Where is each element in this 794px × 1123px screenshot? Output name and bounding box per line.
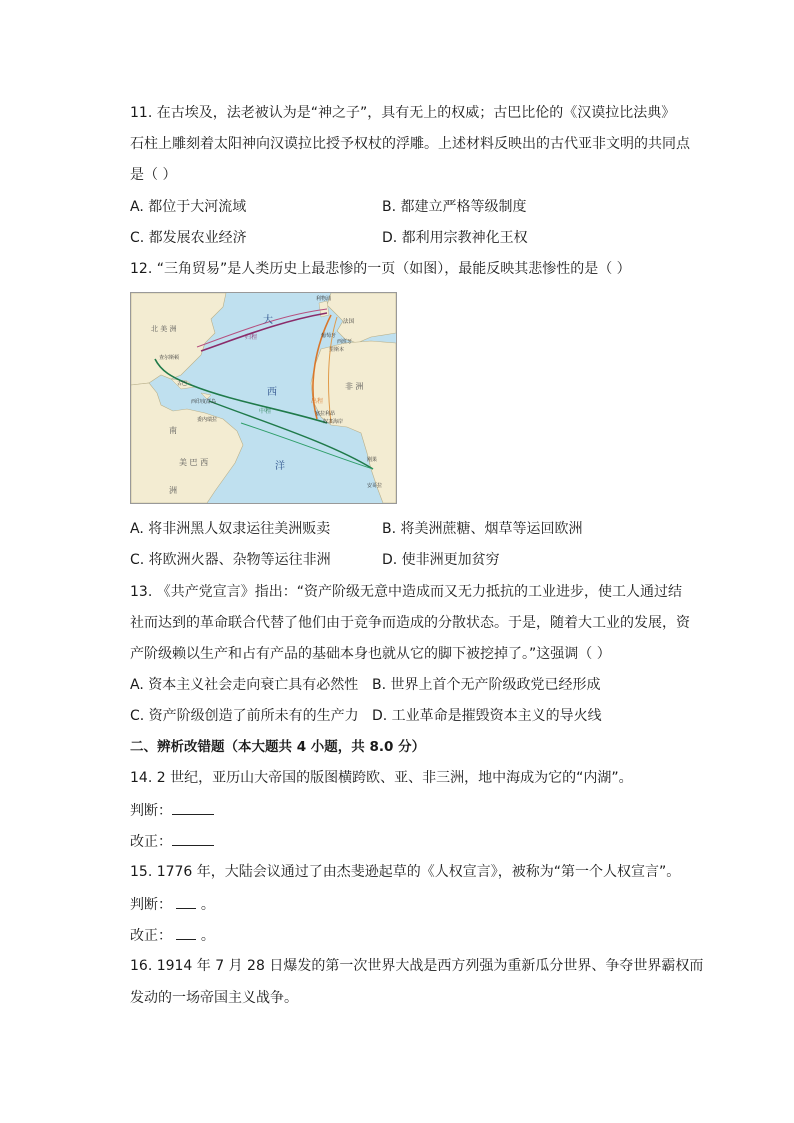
q14-correct-row — [130, 832, 214, 851]
label-liverpool: 利物浦 — [316, 296, 332, 302]
q13-option-a[interactable]: A. 资本主义社会走向衰亡具有必然性 — [130, 677, 359, 693]
q12-option-a[interactable]: A. 将非洲黑人奴隶运往美洲贩卖 — [130, 521, 331, 537]
q12-line-1: 12. “三角贸易”是人类历史上最悲惨的一页（如图），最能反映其悲惨性的是（ ） — [130, 261, 631, 277]
q11-line-3: 是（ ） — [130, 167, 177, 183]
q15-correct-period: 。 — [200, 928, 215, 944]
label-venezuela: 委内瑞拉 — [197, 417, 218, 423]
label-sierra-leone: 塞拉利昂 — [315, 411, 336, 417]
label-yang: 洋 — [275, 461, 285, 472]
q14-judge-blank[interactable] — [172, 801, 214, 815]
q13-line-3: 产阶级赖以生产和占有产品的基础本身也就从它的脚下被挖掉了。”这强调（ ） — [130, 646, 611, 662]
q12-option-d[interactable]: D. 使非洲更加贫穷 — [382, 552, 500, 568]
q11-line-2: 石柱上雕刻着太阳神向汉谟拉比授予权杖的浮雕。上述材料反映出的古代亚非文明的共同点 — [130, 136, 690, 152]
label-portugal: 葡萄牙 — [321, 333, 337, 339]
label-middle-route: 中程 — [259, 408, 272, 415]
q15-judge-label: 判断： — [130, 897, 172, 913]
q13-option-c[interactable]: C. 资产阶级创造了前所未有的生产力 — [130, 708, 359, 724]
q15-judge-period: 。 — [200, 897, 215, 913]
q14-judge-label: 判断： — [130, 803, 172, 819]
label-africa: 非 洲 — [345, 382, 364, 391]
q14-line-1: 14. 2 世纪，亚历山大帝国的版图横跨欧、亚、非三洲，地中海成为它的“内湖”。 — [130, 770, 633, 786]
q13-option-b[interactable]: B. 世界上首个无产阶级政党已经形成 — [372, 677, 601, 693]
section-2-heading: 二、辨析改错题（本大题共 4 小题，共 8.0 分） — [130, 739, 426, 755]
q15-correct-blank[interactable] — [176, 926, 196, 940]
q11-line-1: 11. 在古埃及，法老被认为是“神之子”，具有无上的权威；古巴比伦的《汉谟拉比法典》 — [130, 105, 676, 121]
q15-correct-row — [130, 926, 215, 945]
label-da: 大 — [263, 315, 273, 326]
label-congo: 刚果 — [367, 457, 378, 463]
q13-option-d[interactable]: D. 工业革命是摧毁资本主义的导火线 — [372, 708, 602, 724]
label-brazil: 美 巴 西 — [179, 458, 209, 467]
q12-option-b[interactable]: B. 将美洲蔗糖、烟草等运回欧洲 — [382, 521, 583, 537]
q15-judge-row — [130, 895, 215, 914]
q13-line-2: 社而达到的革命联合代替了他们由于竞争而造成的分散状态。于是，随着大工业的发展，资 — [130, 615, 690, 631]
label-charleston: 查尔斯顿 — [159, 355, 180, 361]
label-france: 法国 — [343, 319, 355, 325]
label-zhou: 洲 — [169, 486, 177, 495]
triangle-trade-map — [130, 292, 397, 504]
label-west-indies: 西印度群岛 — [191, 399, 217, 405]
label-angola: 安哥拉 — [367, 483, 383, 489]
label-lisbon: 里斯本 — [329, 347, 345, 353]
label-south: 南 — [169, 426, 177, 435]
label-north-america: 北 美 洲 — [151, 325, 177, 333]
q16-line-2: 发动的一场帝国主义战争。 — [130, 990, 298, 1006]
q15-judge-blank[interactable] — [176, 895, 196, 909]
q16-line-1: 16. 1914 年 7 月 28 日爆发的第一次世界大战是西方列强为重新瓜分世界、争夺世界霸权而 — [130, 958, 704, 974]
q15-correct-label: 改正： — [130, 928, 172, 944]
label-spain: 西班牙 — [337, 339, 353, 345]
q14-judge-row — [130, 801, 214, 820]
q14-correct-label: 改正： — [130, 834, 172, 850]
q11-option-c[interactable]: C. 都发展农业经济 — [130, 230, 247, 246]
q11-option-d[interactable]: D. 都利用宗教神化王权 — [382, 230, 528, 246]
q15-line-1: 15. 1776 年，大陆会议通过了由杰斐逊起草的《人权宣言》，被称为“第一个人权宣言”。 — [130, 864, 681, 880]
label-slave-coast: 奴隶海岸 — [323, 419, 344, 425]
q14-correct-blank[interactable] — [172, 832, 214, 846]
q11-option-b[interactable]: B. 都建立严格等级制度 — [382, 199, 527, 215]
label-return-route: 归程 — [245, 334, 258, 341]
label-outbound-route: 出程 — [311, 398, 324, 405]
q11-option-a[interactable]: A. 都位于大河流域 — [130, 199, 247, 215]
label-cuba: 古巴 — [177, 381, 188, 387]
label-xi: 西 — [267, 387, 277, 398]
q12-option-c[interactable]: C. 将欧洲火器、杂物等运往非洲 — [130, 552, 331, 568]
q13-line-1: 13. 《共产党宣言》指出：“资产阶级无意中造成而又无力抵抗的工业进步，使工人通过结 — [130, 584, 682, 600]
